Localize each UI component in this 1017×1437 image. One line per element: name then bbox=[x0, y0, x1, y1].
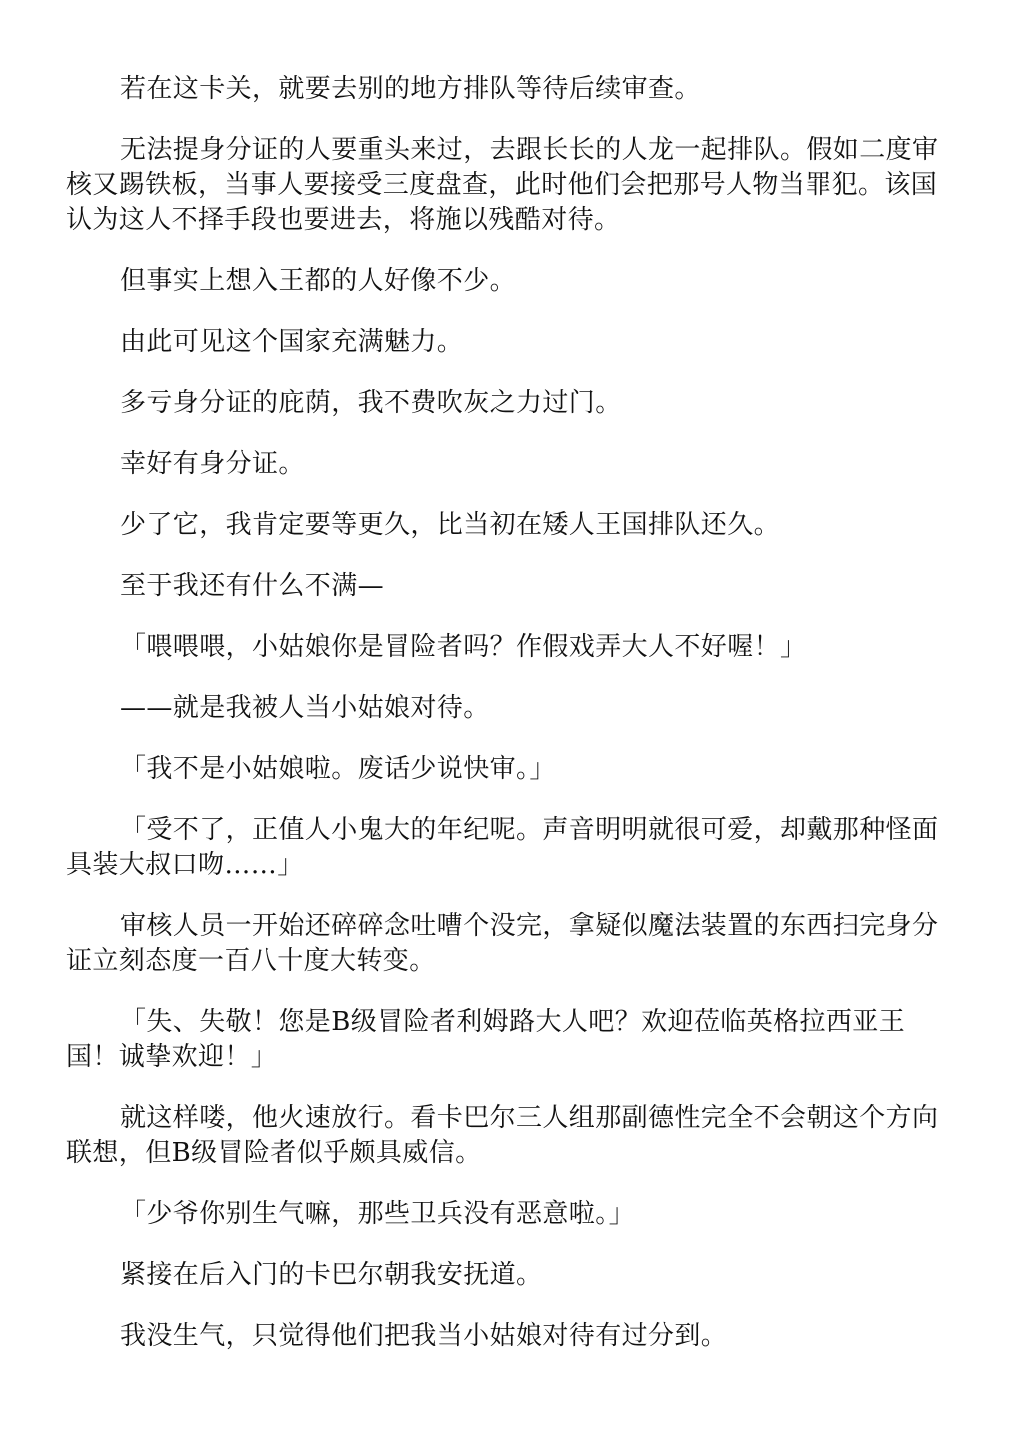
paragraph: 多亏身分证的庇荫，我不费吹灰之力过门。 bbox=[120, 388, 622, 418]
dialogue-paragraph: 「我不是小姑娘啦。废话少说快审。」 bbox=[120, 754, 556, 784]
paragraph: 无法提身分证的人要重头来过，去跟长长的人龙一起排队。假如二度审核又踢铁板，当事人要接受三度盘查，此时他们会把那号人物当罪犯。该国认为这人不择手段也要进去，将施以残酷对待。 bbox=[66, 135, 939, 235]
page-body bbox=[66, 72, 944, 1380]
paragraph: 若在这卡关，就要去别的地方排队等待后续审查。 bbox=[120, 74, 701, 104]
paragraph: 至于我还有什么不满— bbox=[120, 571, 385, 601]
dialogue-paragraph: 「失、失敬！您是B级冒险者利姆路大人吧？欢迎莅临英格拉西亚王国！诚挚欢迎！」 bbox=[66, 1007, 906, 1072]
paragraph: 紧接在后入门的卡巴尔朝我安抚道。 bbox=[120, 1260, 543, 1290]
paragraph: 就这样喽，他火速放行。看卡巴尔三人组那副德性完全不会朝这个方向联想，但B级冒险者似乎颇具威信。 bbox=[66, 1103, 939, 1168]
paragraph: 幸好有身分证。 bbox=[120, 449, 305, 479]
paragraph: 审核人员一开始还碎碎念吐嘈个没完，拿疑似魔法装置的东西扫完身分证立刻态度一百八十度大转变。 bbox=[66, 911, 939, 976]
paragraph: ——就是我被人当小姑娘对待。 bbox=[120, 693, 490, 723]
paragraph: 但事实上想入王都的人好像不少。 bbox=[120, 266, 517, 296]
dialogue-paragraph: 「喂喂喂，小姑娘你是冒险者吗？作假戏弄大人不好喔！」 bbox=[120, 632, 807, 662]
paragraph: 由此可见这个国家充满魅力。 bbox=[120, 327, 464, 357]
paragraph: 少了它，我肯定要等更久，比当初在矮人王国排队还久。 bbox=[120, 510, 781, 540]
paragraph: 我没生气，只觉得他们把我当小姑娘对待有过分到。 bbox=[120, 1321, 728, 1351]
dialogue-paragraph: 「受不了，正值人小鬼大的年纪呢。声音明明就很可爱，却戴那种怪面具装大叔口吻……」 bbox=[66, 815, 939, 880]
dialogue-paragraph: 「少爷你别生气嘛，那些卫兵没有恶意啦。」 bbox=[120, 1199, 636, 1229]
